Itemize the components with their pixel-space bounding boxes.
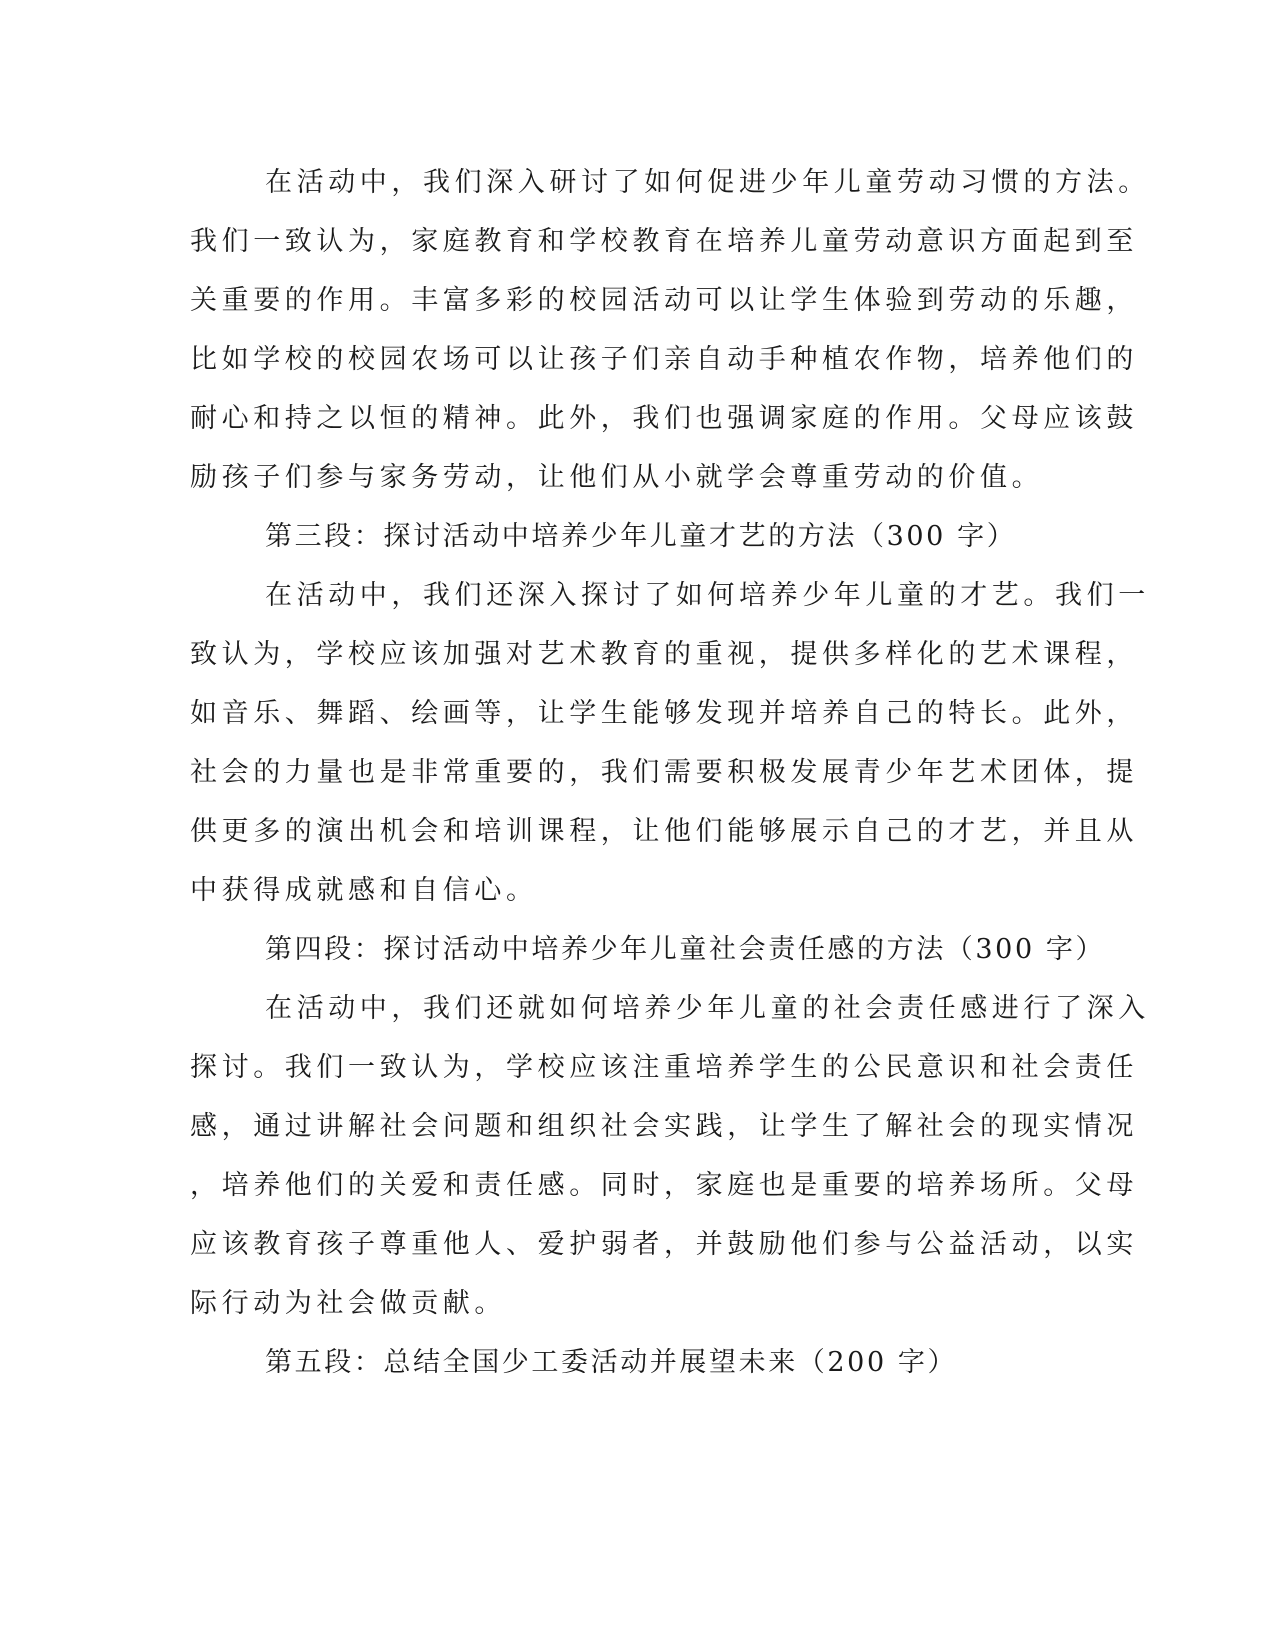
section-heading-summary: 第五段：总结全国少工委活动并展望未来（200 字） bbox=[265, 1347, 958, 1378]
paragraph-line: 感，通过讲解社会问题和组织社会实践，让学生了解社会的现实情况 bbox=[190, 1111, 1138, 1142]
paragraph-line: 社会的力量也是非常重要的，我们需要积极发展青少年艺术团体，提 bbox=[190, 757, 1138, 788]
paragraph-line: 在活动中，我们还就如何培养少年儿童的社会责任感进行了深入 bbox=[265, 993, 1150, 1024]
paragraph-line: 比如学校的校园农场可以让孩子们亲自动手种植农作物，培养他们的 bbox=[190, 344, 1138, 375]
paragraph-line: 探讨。我们一致认为，学校应该注重培养学生的公民意识和社会责任 bbox=[190, 1052, 1138, 1083]
paragraph-line: 励孩子们参与家务劳动，让他们从小就学会尊重劳动的价值。 bbox=[190, 462, 1044, 493]
paragraph-line: 中获得成就感和自信心。 bbox=[190, 875, 538, 906]
paragraph-line: 在活动中，我们深入研讨了如何促进少年儿童劳动习惯的方法。 bbox=[265, 167, 1150, 198]
section-heading-social-responsibility: 第四段：探讨活动中培养少年儿童社会责任感的方法（300 字） bbox=[265, 934, 1106, 965]
paragraph-line: 应该教育孩子尊重他人、爱护弱者，并鼓励他们参与公益活动，以实 bbox=[190, 1229, 1138, 1260]
paragraph-line: 我们一致认为，家庭教育和学校教育在培养儿童劳动意识方面起到至 bbox=[190, 226, 1138, 257]
section-heading-talent: 第三段：探讨活动中培养少年儿童才艺的方法（300 字） bbox=[265, 521, 1017, 552]
paragraph-line: 在活动中，我们还深入探讨了如何培养少年儿童的才艺。我们一 bbox=[265, 580, 1150, 611]
paragraph-line: ，培养他们的关爱和责任感。同时，家庭也是重要的培养场所。父母 bbox=[190, 1170, 1138, 1201]
paragraph-line: 际行动为社会做贡献。 bbox=[190, 1288, 506, 1319]
paragraph-line: 如音乐、舞蹈、绘画等，让学生能够发现并培养自己的特长。此外， bbox=[190, 698, 1138, 729]
paragraph-line: 致认为，学校应该加强对艺术教育的重视，提供多样化的艺术课程， bbox=[190, 639, 1138, 670]
paragraph-line: 关重要的作用。丰富多彩的校园活动可以让学生体验到劳动的乐趣， bbox=[190, 285, 1138, 316]
paragraph-line: 耐心和持之以恒的精神。此外，我们也强调家庭的作用。父母应该鼓 bbox=[190, 403, 1138, 434]
paragraph-line: 供更多的演出机会和培训课程，让他们能够展示自己的才艺，并且从 bbox=[190, 816, 1138, 847]
